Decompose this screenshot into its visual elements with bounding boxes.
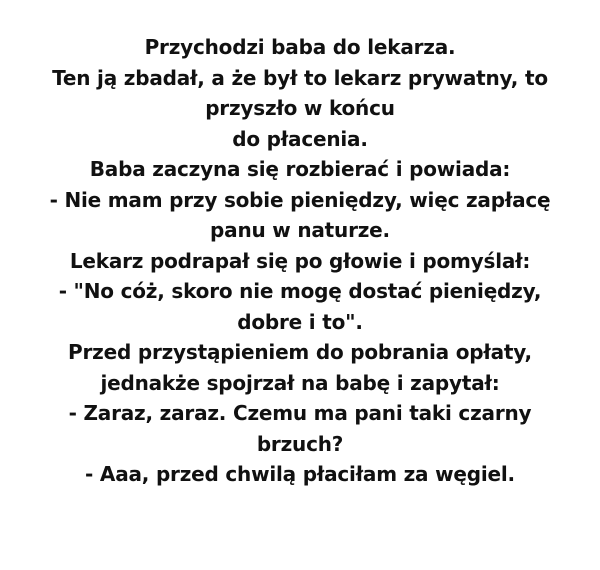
joke-line: - Aaa, przed chwilą płaciłam za węgiel. [85, 462, 515, 486]
joke-line: jednakże spojrzał na babę i zapytał: [100, 370, 500, 395]
joke-line: - "No cóż, skoro nie mogę dostać pieniędzy, [58, 279, 542, 303]
joke-line: dobre i to". [237, 309, 363, 334]
joke-line: - Nie mam przy sobie pieniędzy, więc zapłacę [49, 187, 551, 212]
joke-text [0, 32, 600, 490]
joke-line: przyszło w końcu [205, 96, 395, 120]
joke-line: panu w naturze. [210, 218, 390, 242]
joke-line: brzuch? [256, 431, 344, 456]
joke-line: Baba zaczyna się rozbierać i powiada: [89, 157, 511, 181]
joke-line: Przed przystąpieniem do pobrania opłaty, [68, 340, 532, 364]
joke-line: do płacenia. [232, 126, 368, 151]
joke-line: Przychodzi baba do lekarza. [144, 35, 456, 59]
joke-line: Lekarz podrapał się po głowie i pomyślał: [69, 248, 531, 273]
joke-line: - Zaraz, zaraz. Czemu ma pani taki czarny [68, 401, 532, 425]
joke-line: Ten ją zbadał, a że był to lekarz prywatny, to [52, 65, 548, 90]
